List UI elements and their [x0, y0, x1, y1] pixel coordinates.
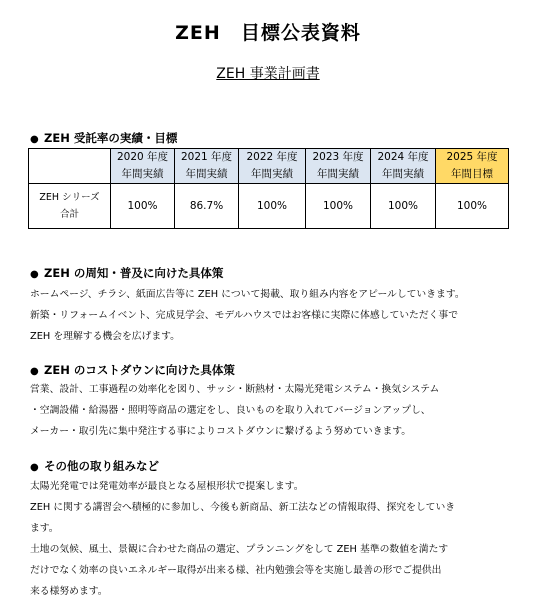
text-line: だけでなく効率の良いエネルギー取得が出来る様、社内勉強会等を実施し最善の形でご提供出 [30, 565, 442, 576]
section-heading-performance: ● ZEH 受託率の実績・目標 [30, 131, 178, 145]
table-corner-cell [29, 149, 111, 184]
section-body-cost-down [30, 379, 439, 442]
bullet-icon: ● [30, 366, 39, 377]
text-line: 来る様努めます。 [30, 586, 108, 597]
section-body-other [30, 476, 455, 602]
performance-table [28, 148, 509, 229]
table-cell: 86.7% [175, 184, 239, 229]
text-line: 営業、設計、工事過程の効率化を図り、サッシ・断熱材・太陽光発電システム・換気システム [30, 384, 440, 395]
table-cell: 100% [371, 184, 436, 229]
table-header-row [29, 149, 509, 184]
table-header-cell: 2022 年度 年間実績 [239, 149, 306, 184]
page-subtitle: ZEH 事業計画書 [216, 66, 320, 82]
table-cell: 100% [306, 184, 371, 229]
bullet-icon: ● [30, 134, 39, 145]
bullet-icon: ● [30, 462, 39, 473]
section-heading-cost-down: ● ZEH のコストダウンに向けた具体策 [30, 363, 235, 377]
table-cell: 100% [111, 184, 175, 229]
table-row [29, 184, 509, 229]
bullet-icon: ● [30, 269, 39, 280]
text-line: 土地の気候、風土、景観に合わせた商品の選定、プランニングをして ZEH 基準の数値を満たす [30, 544, 449, 555]
table-cell: 100% [436, 184, 509, 229]
text-line: ます。 [30, 523, 59, 534]
table-header-cell: 2024 年度 年間実績 [371, 149, 436, 184]
text-line: メーカー・取引先に集中発注する事によりコストダウンに繋げるよう努めていきます。 [30, 426, 412, 437]
table-header-cell: 2021 年度 年間実績 [175, 149, 239, 184]
text-line: ZEH を理解する機会を広げます。 [30, 331, 180, 342]
text-line: 太陽光発電では発電効率が最良となる屋根形状で提案します。 [30, 481, 304, 492]
table-row-label: ZEH シリーズ 合計 [29, 184, 111, 229]
text-line: ホームページ、チラシ、紙面広告等に ZEH について掲載、取り組み内容をアピールしていきます。 [30, 289, 465, 300]
table-header-cell: 2020 年度 年間実績 [111, 149, 175, 184]
section-body-promotion [30, 284, 465, 347]
page-title: ZEH 目標公表資料 [175, 22, 361, 44]
text-line: ・空調設備・給湯器・照明等商品の選定をし、良いものを取り入れてバージョンアップし、 [30, 405, 431, 416]
section-heading-other: ● その他の取り組みなど [30, 459, 159, 473]
text-line: 新築・リフォームイベント、完成見学会、モデルハウスではお客様に実際に体感していただく事で [30, 310, 459, 321]
table-cell: 100% [239, 184, 306, 229]
table-header-cell-target: 2025 年度 年間目標 [436, 149, 509, 184]
text-line: ZEH に関する講習会へ積極的に参加し、今後も新商品、新工法などの情報取得、探究をしていき [30, 502, 456, 513]
table-header-cell: 2023 年度 年間実績 [306, 149, 371, 184]
section-heading-promotion: ● ZEH の周知・普及に向けた具体策 [30, 266, 224, 280]
